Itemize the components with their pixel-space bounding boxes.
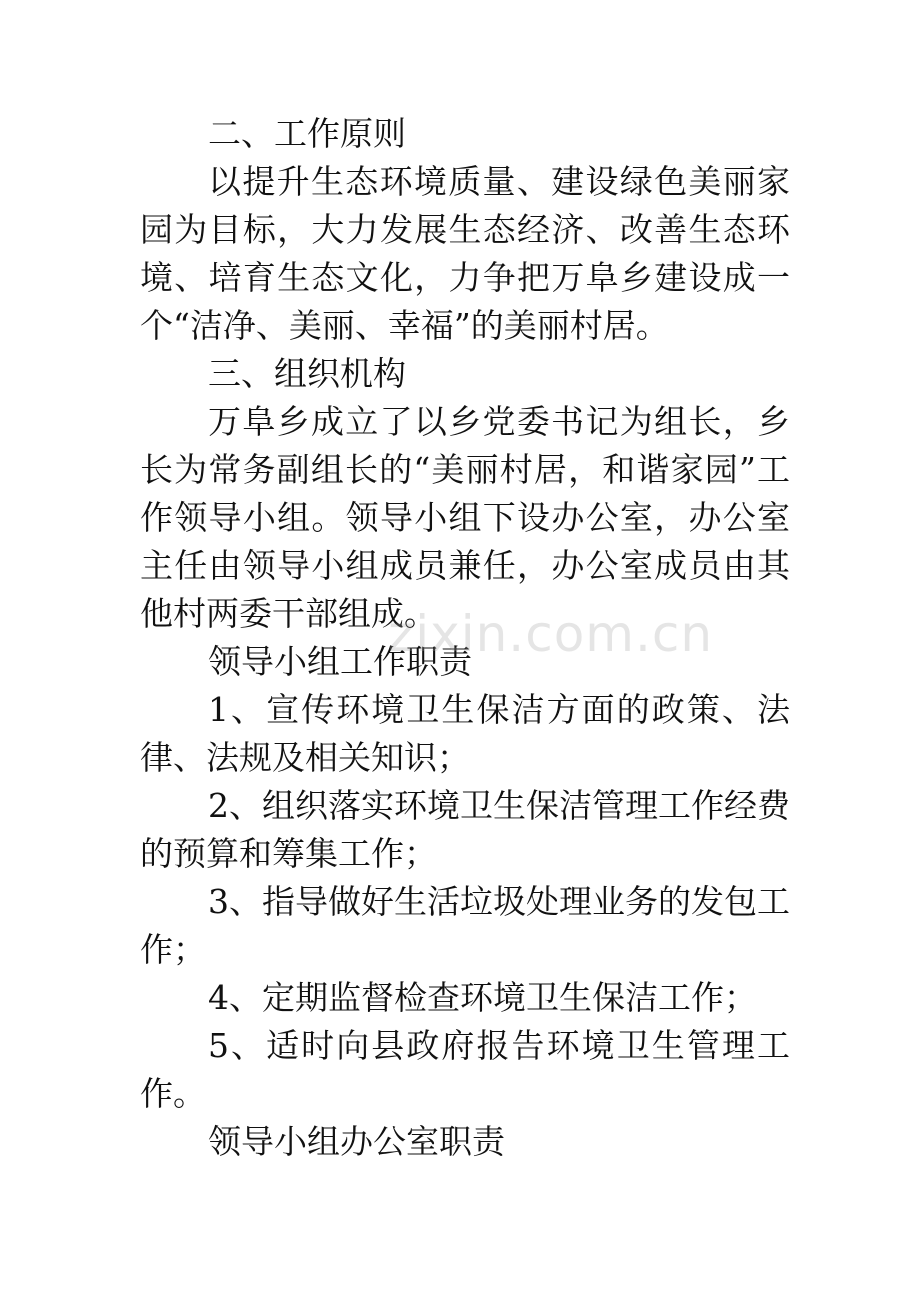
document-body	[140, 110, 790, 1166]
duty-item-4: 4、定期监督检查环境卫生保洁工作；	[208, 978, 757, 1017]
paragraph-work-principles: 以提升生态环境质量、建设绿色美丽家园为目标，大力发展生态经济、改善生态环境、培育生态文化，力争把万阜乡建设成一个“洁净、美丽、幸福”的美丽村居。	[140, 162, 790, 345]
heading-office-duties: 领导小组办公室职责	[208, 1122, 505, 1161]
duty-item-3: 3、指导做好生活垃圾处理业务的发包工作；	[140, 882, 790, 969]
section-heading-organization: 三、组织机构	[208, 354, 406, 393]
heading-leading-group-duties: 领导小组工作职责	[208, 642, 472, 681]
paragraph-organization: 万阜乡成立了以乡党委书记为组长，乡长为常务副组长的“美丽村居，和谐家园”工作领导小组。领导小组下设办公室，办公室主任由领导小组成员兼任，办公室成员由其他村两委干部组成。	[140, 402, 790, 633]
watermark: zixin.com.cn	[388, 605, 714, 663]
duty-item-5: 5、适时向县政府报告环境卫生管理工作。	[140, 1026, 790, 1113]
duty-item-1: 1、宣传环境卫生保洁方面的政策、法律、法规及相关知识；	[140, 690, 790, 777]
section-heading-work-principles: 二、工作原则	[208, 114, 406, 153]
duty-item-2: 2、组织落实环境卫生保洁管理工作经费的预算和筹集工作；	[140, 786, 790, 873]
